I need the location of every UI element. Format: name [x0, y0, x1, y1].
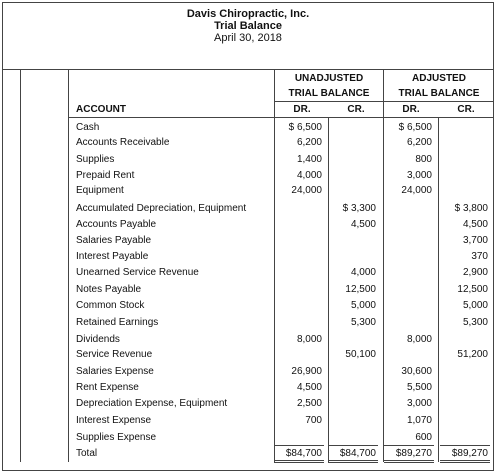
amount-a-dr [386, 265, 432, 280]
company-name: Davis Chiropractic, Inc. [186, 8, 310, 20]
sum-rule [440, 445, 490, 446]
amount-a-dr: 5,500 [406, 382, 432, 393]
amount-a-cr: 5,000 [462, 300, 488, 311]
amount-u-cr [330, 233, 376, 248]
amount-u-cr [330, 152, 376, 167]
amount-u-dr: 4,500 [296, 382, 322, 393]
amount-a-dr [386, 282, 432, 297]
amount-u-dr: 6,200 [296, 137, 322, 148]
amount-u-cr: 4,500 [350, 219, 376, 230]
amount-a-dr: 24,000 [401, 185, 432, 196]
total-double-rule [274, 460, 324, 463]
amount-a-cr [442, 152, 488, 167]
amount-a-cr [442, 413, 488, 428]
amount-u-cr [330, 120, 376, 135]
amount-u-cr [330, 168, 376, 183]
report-title: Trial Balance [214, 20, 282, 32]
column-divider [383, 69, 384, 462]
account-name: Dividends [76, 334, 120, 345]
amount-u-dr: 2,500 [296, 398, 322, 409]
account-name: Depreciation Expense, Equipment [76, 398, 228, 409]
group-header-underline [274, 101, 494, 102]
account-name: Interest Expense [76, 415, 152, 426]
amount-a-cr: 370 [471, 251, 488, 262]
amount-u-cr [330, 396, 376, 411]
unadjusted-cr-header: CR. [347, 104, 365, 115]
amount-a-cr [442, 135, 488, 150]
amount-a-cr [442, 332, 488, 347]
amount-a-cr [442, 430, 488, 445]
amount-a-cr [442, 183, 488, 198]
amount-a-cr [442, 120, 488, 135]
amount-a-cr: 5,300 [462, 317, 488, 328]
amount-u-cr: 50,100 [345, 349, 376, 360]
amount-a-dr: 3,000 [406, 398, 432, 409]
account-column-header: ACCOUNT [76, 104, 126, 115]
amount-a-dr: 30,600 [401, 366, 432, 377]
amount-a-cr: 3,700 [462, 235, 488, 246]
amount-u-cr: 5,000 [350, 300, 376, 311]
amount-a-dr: 8,000 [406, 334, 432, 345]
column-divider [68, 69, 69, 462]
account-name: Retained Earnings [76, 317, 159, 328]
account-name: Supplies [76, 154, 115, 165]
sum-rule [384, 445, 434, 446]
table-top-border [2, 69, 494, 70]
adjusted-header-line2: TRIAL BALANCE [398, 88, 480, 99]
account-name: Salaries Expense [76, 366, 154, 377]
amount-u-dr [276, 265, 322, 280]
amount-u-dr: 1,400 [296, 154, 322, 165]
amount-u-dr: 4,000 [296, 170, 322, 181]
amount-u-cr [330, 430, 376, 445]
amount-a-cr [442, 380, 488, 395]
amount-u-dr: 700 [305, 415, 322, 426]
account-name: Notes Payable [76, 284, 142, 295]
amount-u-dr: 8,000 [296, 334, 322, 345]
amount-u-cr [330, 380, 376, 395]
amount-a-dr [386, 298, 432, 313]
amount-u-dr: 26,900 [291, 366, 322, 377]
amount-u-dr [276, 249, 322, 264]
amount-u-dr [276, 282, 322, 297]
column-divider [274, 69, 275, 462]
account-name: Unearned Service Revenue [76, 267, 199, 278]
unadjusted-dr-header: DR. [293, 104, 311, 115]
account-name: Interest Payable [76, 251, 149, 262]
amount-u-dr [276, 201, 322, 216]
amount-a-dr: $ 6,500 [398, 122, 432, 133]
amount-u-cr [330, 183, 376, 198]
sum-rule [328, 445, 378, 446]
amount-a-cr [442, 168, 488, 183]
amount-u-dr [276, 315, 322, 330]
amount-u-cr [330, 413, 376, 428]
amount-a-dr: 3,000 [406, 170, 432, 181]
amount-a-dr [386, 249, 432, 264]
account-name: Common Stock [76, 300, 145, 311]
amount-a-dr [386, 233, 432, 248]
amount-u-cr [330, 332, 376, 347]
amount-u-dr [276, 233, 322, 248]
amount-a-cr [442, 364, 488, 379]
amount-a-dr: 800 [415, 154, 432, 165]
amount-a-cr: $ 3,800 [454, 203, 488, 214]
amount-u-cr: 12,500 [345, 284, 376, 295]
amount-a-dr [386, 201, 432, 216]
account-name: Rent Expense [76, 382, 139, 393]
total-double-rule [384, 460, 434, 463]
amount-a-cr [442, 396, 488, 411]
account-name: Cash [76, 122, 100, 133]
amount-a-dr: 600 [415, 432, 432, 443]
amount-a-dr: $89,270 [395, 448, 432, 459]
column-divider [438, 117, 439, 462]
header-underline [68, 117, 494, 118]
amount-u-dr [276, 347, 322, 362]
account-name: Service Revenue [76, 349, 153, 360]
amount-u-dr [276, 217, 322, 232]
report-date: April 30, 2018 [214, 32, 282, 44]
amount-a-dr: 1,070 [406, 415, 432, 426]
column-divider [20, 69, 21, 462]
adjusted-dr-header: DR. [402, 104, 420, 115]
amount-a-cr: $89,270 [451, 448, 488, 459]
report-header [0, 8, 496, 44]
total-double-rule [440, 460, 490, 463]
amount-a-dr [386, 217, 432, 232]
amount-u-cr: 5,300 [350, 317, 376, 328]
amount-a-cr: 51,200 [457, 349, 488, 360]
account-name: Supplies Expense [76, 432, 157, 443]
amount-u-cr [330, 135, 376, 150]
amount-u-cr: $ 3,300 [342, 203, 376, 214]
unadjusted-header-line1: UNADJUSTED [294, 73, 364, 84]
amount-a-cr: 2,900 [462, 267, 488, 278]
amount-a-dr [386, 347, 432, 362]
account-name: Prepaid Rent [76, 170, 135, 181]
account-name: Equipment [76, 185, 124, 196]
account-name: Salaries Payable [76, 235, 152, 246]
amount-u-dr [276, 430, 322, 445]
amount-a-dr [386, 315, 432, 330]
amount-u-dr: $ 6,500 [288, 122, 322, 133]
account-name: Accounts Payable [76, 219, 157, 230]
amount-u-cr: $84,700 [339, 448, 376, 459]
sum-rule [274, 445, 324, 446]
adjusted-cr-header: CR. [457, 104, 475, 115]
amount-u-cr [330, 249, 376, 264]
account-name: Accumulated Depreciation, Equipment [76, 203, 247, 214]
account-name: Total [76, 448, 98, 459]
total-double-rule [328, 460, 378, 463]
amount-u-cr [330, 364, 376, 379]
column-divider [328, 117, 329, 462]
amount-a-cr: 12,500 [457, 284, 488, 295]
amount-u-dr: $84,700 [285, 448, 322, 459]
amount-u-dr [276, 298, 322, 313]
amount-u-cr: 4,000 [350, 267, 376, 278]
amount-u-dr: 24,000 [291, 185, 322, 196]
amount-a-cr: 4,500 [462, 219, 488, 230]
account-name: Accounts Receivable [76, 137, 170, 148]
amount-a-dr: 6,200 [406, 137, 432, 148]
unadjusted-header-line2: TRIAL BALANCE [288, 88, 370, 99]
adjusted-header-line1: ADJUSTED [412, 73, 466, 84]
